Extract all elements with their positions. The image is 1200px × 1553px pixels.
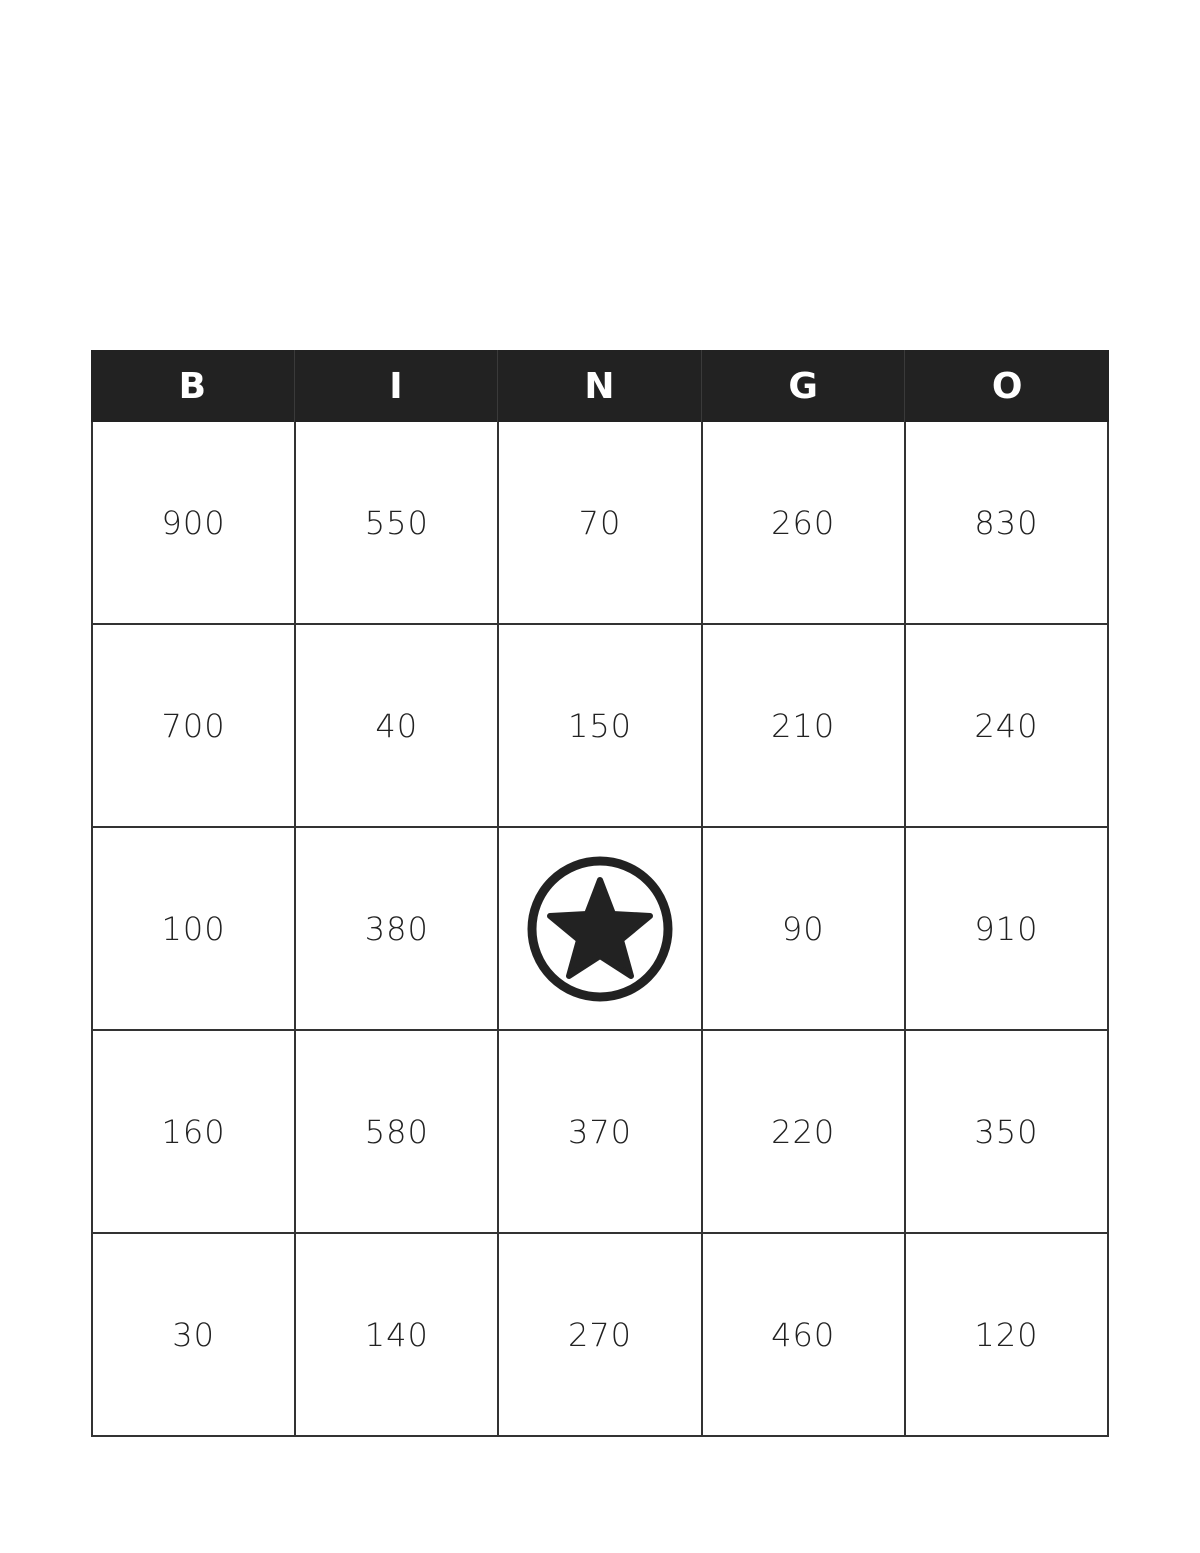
bingo-cell: 140: [296, 1234, 499, 1437]
bingo-cell: 160: [93, 1031, 296, 1234]
bingo-cell: 120: [906, 1234, 1109, 1437]
star-icon: [525, 854, 675, 1004]
free-space-cell: [499, 828, 702, 1031]
header-letter-o: O: [991, 365, 1023, 407]
bingo-cell: 910: [906, 828, 1109, 1031]
bingo-cell: 830: [906, 422, 1109, 625]
bingo-grid: [91, 422, 1109, 1437]
bingo-cell: 380: [296, 828, 499, 1031]
bingo-cell: 700: [93, 625, 296, 828]
bingo-header: [91, 350, 1109, 422]
bingo-card: [91, 350, 1109, 1437]
header-letter-g: G: [702, 350, 906, 422]
header-letter-n: N: [498, 350, 702, 422]
bingo-cell: 210: [703, 625, 906, 828]
bingo-cell: 580: [296, 1031, 499, 1234]
bingo-cell: 270: [499, 1234, 702, 1437]
bingo-cell: 240: [906, 625, 1109, 828]
bingo-cell: 100: [93, 828, 296, 1031]
bingo-cell: 370: [499, 1031, 702, 1234]
bingo-cell: 30: [93, 1234, 296, 1437]
header-letter-i: I: [295, 350, 499, 422]
bingo-cell: 70: [499, 422, 702, 625]
bingo-cell: 220: [703, 1031, 906, 1234]
bingo-cell: 90: [703, 828, 906, 1031]
bingo-cell: 460: [703, 1234, 906, 1437]
header-letter-b: B: [91, 350, 295, 422]
bingo-cell: 350: [906, 1031, 1109, 1234]
bingo-cell: 550: [296, 422, 499, 625]
bingo-cell: 900: [93, 422, 296, 625]
bingo-cell: 260: [703, 422, 906, 625]
bingo-cell: 40: [296, 625, 499, 828]
bingo-cell: 150: [499, 625, 702, 828]
